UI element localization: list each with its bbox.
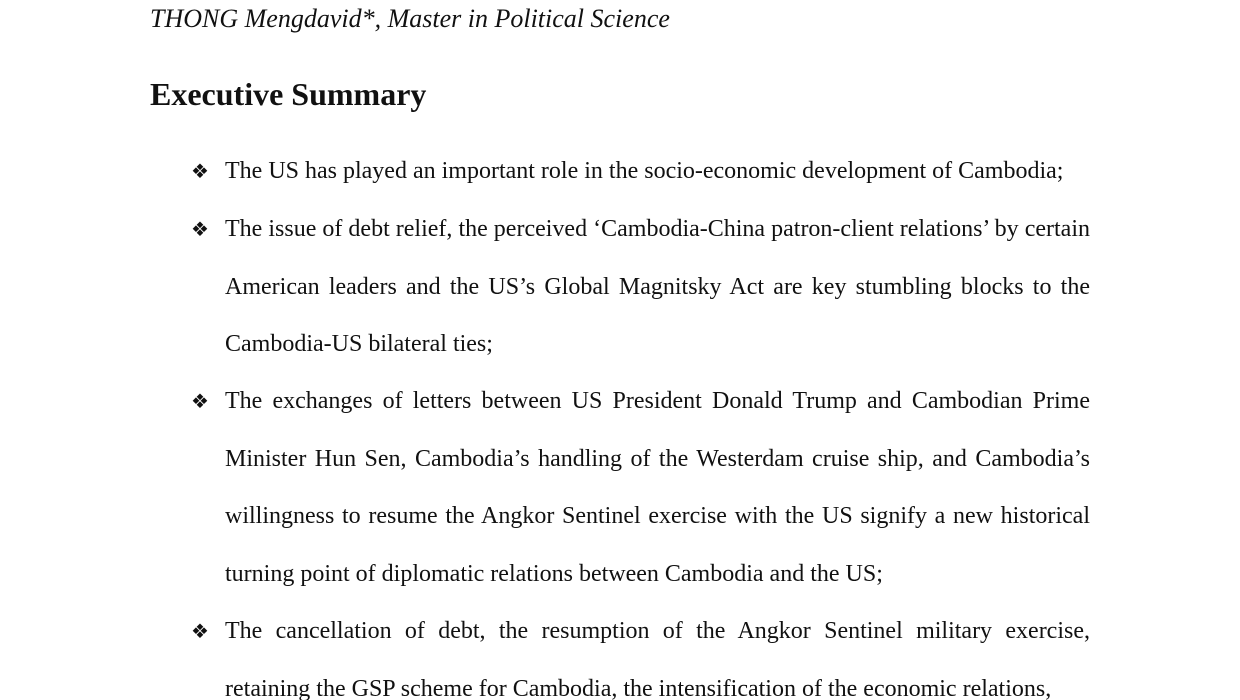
summary-bullet-text: The exchanges of letters between US President Donald Trump and Cambodian Prime Minister Hun Sen, Cambodia’s handling of the Westerdam cruise ship, and Cambodia’s willingness to resume the Angkor Sentinel exercise with the US signify a new historical turning point of diplomatic relations between Cambodia and the US; (225, 388, 1090, 587)
summary-bullet-item (188, 143, 1090, 201)
summary-bullet-text: The US has played an important role in the socio-economic development of Cambodia; (225, 158, 1064, 184)
diamond-bullet-icon: ❖ (191, 619, 209, 643)
summary-bullet-item (188, 373, 1090, 603)
summary-bullet-item (188, 603, 1090, 700)
summary-bullet-text: The issue of debt relief, the perceived ‘Cambodia-China patron-client relations’ by certain American leaders and the US’s Global Magnitsky Act are key stumbling blocks to the Cambodia-US bilateral ties; (225, 216, 1090, 357)
diamond-bullet-icon: ❖ (191, 389, 209, 413)
author-line: THONG Mengdavid*, Master in Political Science (150, 4, 670, 33)
summary-bullet-text: The cancellation of debt, the resumption of the Angkor Sentinel military exercise, retaining the GSP scheme for Cambodia, the intensification of the economic relations, (225, 618, 1090, 700)
summary-bullet-item (188, 201, 1090, 374)
diamond-bullet-icon: ❖ (191, 217, 209, 241)
diamond-bullet-icon: ❖ (191, 159, 209, 183)
section-heading: Executive Summary (150, 76, 427, 112)
